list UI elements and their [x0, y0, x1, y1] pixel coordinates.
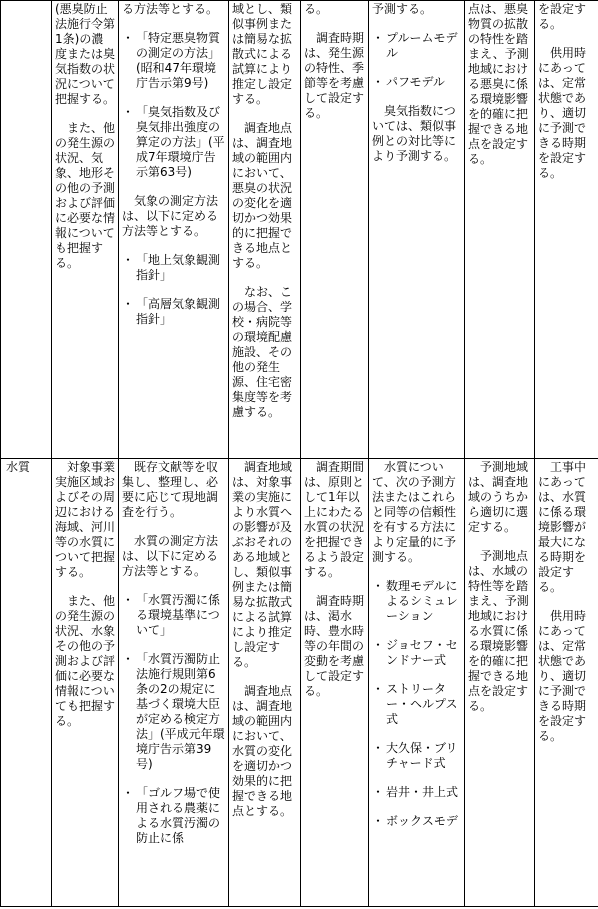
cell-prediction-timing — [535, 459, 598, 907]
paragraph: る方法等とする。 — [122, 2, 219, 16]
paragraph: 水質について、次の予測方法またはこれらと同等の信頼性を有する方法により定量的に予測する。 — [372, 460, 457, 564]
bullet-item — [122, 652, 225, 772]
cell-survey-area — [229, 459, 301, 907]
paragraph: 気象の測定方法は、以下に定める方法等とする。 — [122, 194, 219, 238]
category-label: 水質 — [6, 460, 31, 474]
paragraph: 工事中にあっては、水質に係る環境影響が最大になる時期を設定する。 — [538, 460, 587, 594]
cell-prediction-timing — [535, 1, 598, 459]
paragraph: 臭気指数については、類似事例との対比等により予測する。 — [372, 104, 457, 163]
paragraph: る。 — [304, 2, 329, 16]
bullet-icon: ・ — [372, 638, 385, 652]
paragraph: 域とし、類似事例または簡易な拡散式による試算により推定し設定する。 — [232, 2, 293, 106]
bullet-item — [122, 786, 225, 846]
bullet-item — [372, 579, 461, 624]
category-cell — [1, 1, 52, 459]
cell-survey-method — [119, 1, 229, 459]
bullet-icon: ・ — [372, 785, 385, 799]
paragraph: 水質の測定方法は、以下に定める方法等とする。 — [122, 534, 219, 578]
bullet-item — [372, 814, 461, 829]
paragraph: なお、この場合、学校・病院等の環境配慮施設、その他の発生源、住宅密集度等を考慮する。 — [232, 285, 293, 419]
paragraph: 調査時期は、渇水時、豊水時等の年間の変動を考慮して設定する。 — [304, 594, 365, 698]
bullet-icon: ・ — [122, 31, 135, 45]
paragraph: 対象事業実施区域およびその周辺における海域、河川等の水質について把握する。 — [55, 460, 116, 579]
bullet-item — [372, 75, 461, 90]
paragraph: 調査時期は、発生源の特性、季節等を考慮して設定する。 — [304, 31, 365, 120]
paragraph: を設定する。 — [538, 2, 587, 31]
paragraph: 供用時にあっては、定常状態であり、適切に予測できる時期を設定する。 — [538, 609, 587, 743]
cell-prediction-method — [369, 459, 465, 907]
cell-prediction-method — [369, 1, 465, 459]
bullet-text: ボックスモデ — [386, 814, 458, 828]
bullet-icon: ・ — [372, 579, 385, 593]
table-row — [1, 459, 598, 907]
bullet-text: 「水質汚濁に係る環境基準について」 — [136, 593, 221, 637]
bullet-item — [122, 253, 225, 283]
bullet-text: ストリーター・ヘルプス式 — [386, 682, 458, 726]
bullet-text: 「ゴルフ場で使用される農薬による水質汚濁の防止に係 — [136, 786, 221, 845]
paragraph: 調査地域は、対象事業の実施により水質への影響が及ぶおそれのある地域とし、類似事例または簡易な拡散式による試算により推定し設定する。 — [232, 460, 293, 669]
cell-prediction-area — [465, 459, 535, 907]
bullet-icon: ・ — [122, 297, 135, 311]
cell-survey-items — [52, 1, 119, 459]
bullet-item — [122, 593, 225, 638]
paragraph: 予測する。 — [372, 2, 433, 16]
cell-prediction-area — [465, 1, 535, 459]
bullet-text: 「特定悪臭物質の測定の方法」(昭和47年環境庁告示第9号) — [136, 31, 221, 90]
bullet-text: パフモデル — [386, 75, 445, 89]
bullet-text: 「高層気象観測指針」 — [136, 297, 221, 326]
paragraph: 既存文献等を収集し、整理し、必要に応じて現地調査を行う。 — [122, 460, 219, 519]
cell-survey-area — [229, 1, 301, 459]
bullet-text: 数理モデルによるシミュレーション — [386, 579, 458, 623]
bullet-icon: ・ — [372, 31, 385, 45]
paragraph: 予測地点は、水域の特性等を踏まえ、予測地域における水質に係る環境影響を的確に把握できる地点を設定する。 — [468, 549, 529, 713]
cell-survey-period — [301, 459, 369, 907]
cell-survey-items — [52, 459, 119, 907]
bullet-text: プルームモデル — [386, 31, 458, 60]
bullet-icon: ・ — [372, 682, 385, 696]
paragraph: (悪臭防止法施行令第1条)の濃度または臭気指数の状況について把握する。 — [55, 2, 116, 106]
bullet-icon: ・ — [372, 814, 385, 828]
bullet-text: 「臭気指数及び臭気排出強度の算定の方法」(平成7年環境庁告示第63号) — [136, 105, 225, 179]
bullet-item — [372, 785, 461, 800]
bullet-text: 岩井・井上式 — [386, 785, 459, 799]
bullet-icon: ・ — [122, 593, 135, 607]
paragraph: 調査地点は、調査地域の範囲内において、悪臭の状況の変化を適切かつ効果的に把握できる地点とする。 — [232, 121, 293, 270]
bullet-item — [122, 31, 225, 91]
bullet-item — [372, 682, 461, 727]
bullet-text: 「水質汚濁防止法施行規則第6条の2の規定に基づく環境大臣が定める検定方法」(平成元年環境庁告示第39号) — [136, 652, 225, 771]
bullet-icon: ・ — [372, 741, 385, 755]
bullet-item — [372, 741, 461, 771]
paragraph: 点は、悪臭物質の拡散の特性を踏まえ、予測地域における悪臭に係る環境影響を的確に把握できる地点を設定する。 — [468, 2, 529, 166]
bullet-item — [122, 105, 225, 180]
bullet-icon: ・ — [122, 786, 135, 800]
paragraph: 調査地点は、調査地域の範囲内において、水質の変化を適切かつ効果的に把握できる地点とする。 — [232, 684, 293, 818]
paragraph: また、他の発生源の状況、気象、地形その他の予測および評価に必要な情報についても把握する。 — [55, 121, 116, 270]
bullet-item — [122, 297, 225, 327]
bullet-icon: ・ — [122, 652, 135, 666]
cell-survey-method — [119, 459, 229, 907]
paragraph: また、他の発生源の状況、水象その他の予測および評価に必要な情報についても把握する。 — [55, 594, 116, 728]
bullet-text: ジョセフ・センドナー式 — [386, 638, 458, 667]
table-row — [1, 1, 598, 459]
bullet-item — [372, 31, 461, 61]
category-cell — [1, 459, 52, 907]
bullet-item — [372, 638, 461, 668]
bullet-text: 大久保・ブリチャード式 — [386, 741, 458, 770]
paragraph: 調査期間は、原則として1年以上にわたる水質の状況を把握できるよう設定する。 — [304, 460, 365, 579]
bullet-icon: ・ — [122, 253, 135, 267]
paragraph: 供用時にあっては、定常状態であり、適切に予測できる時期を設定する。 — [538, 46, 587, 180]
bullet-icon: ・ — [122, 105, 135, 119]
bullet-icon: ・ — [372, 75, 385, 89]
bullet-text: 「地上気象観測指針」 — [136, 253, 221, 282]
paragraph: 予測地域は、調査地域のうちから適切に選定する。 — [468, 460, 529, 534]
cell-survey-period — [301, 1, 369, 459]
